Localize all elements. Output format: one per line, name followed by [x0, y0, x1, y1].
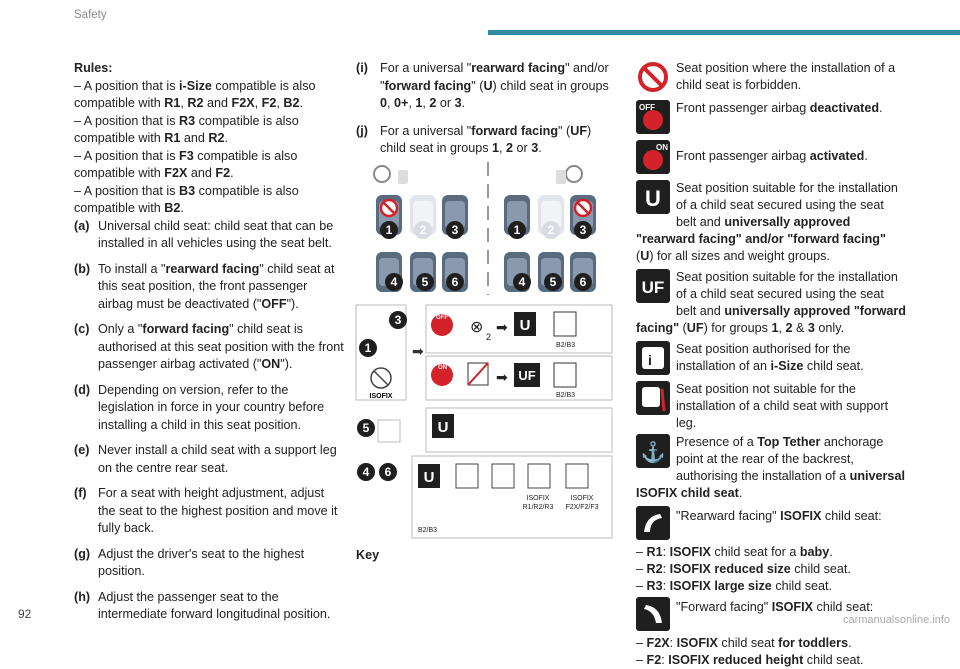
svg-text:i: i — [648, 352, 652, 368]
note-i: (i) For a universal "rearward facing" and/or "forward facing" (U) child seat in groups 0, 0+, 1, 2 or 3. — [356, 61, 609, 110]
seat-number-3-label: 3 — [579, 223, 587, 237]
left-column — [74, 60, 344, 624]
isofix-rearward-icon — [636, 506, 670, 540]
u-badge-centre-label: U — [437, 419, 449, 436]
seat-number-2-label: 2 — [547, 223, 555, 237]
page-number: 92 — [18, 607, 32, 621]
rule-3: – A position that is F3 compatible is also compatible with F2X and F2. — [74, 148, 298, 180]
isofix-rearward-icon — [528, 464, 550, 488]
f2-line: – F2: ISOFIX reduced height child seat. — [636, 653, 864, 667]
car-right — [504, 166, 596, 292]
block-seat-3: 3 — [394, 313, 402, 327]
rule-2: – A position that is R3 compatible is also compatible with R1 and R2. — [74, 113, 299, 145]
key-airbag-on-text: Front passenger airbag activated. — [676, 149, 868, 163]
header-bar — [488, 30, 960, 35]
f1-line: – F2X: ISOFIX child seat for toddlers. — [636, 636, 852, 650]
rules-title: Rules: — [74, 61, 113, 75]
steering-wheel-icon — [374, 166, 390, 182]
isize-icon — [636, 341, 670, 375]
off-label: OFF — [436, 315, 448, 321]
front-passenger-block — [356, 305, 612, 400]
seat-number-3-label: 3 — [451, 223, 459, 237]
seat-number-6-label: 6 — [579, 275, 587, 289]
middle-column — [356, 60, 618, 158]
u-badge-label: U — [519, 317, 531, 334]
isofix-forward-icon — [566, 464, 588, 488]
seat-number-4-label: 4 — [390, 275, 398, 289]
seat-number-4-label: 4 — [518, 275, 526, 289]
isofix-f-label: ISOFIX — [570, 495, 594, 502]
on-label: ON — [438, 365, 447, 371]
forbidden-icon — [636, 60, 670, 94]
block-seat-5: 5 — [362, 421, 370, 435]
key-forbidden-text: Seat position where the installation of a child seat is forbidden. — [676, 61, 896, 92]
svg-text:ON: ON — [656, 143, 668, 152]
svg-text:UF: UF — [641, 278, 665, 297]
b2b3-label: B2/B3 — [556, 342, 576, 349]
block-seat-4: 4 — [362, 465, 370, 479]
isofix-forward-icon — [636, 597, 670, 631]
isofix-r-label: ISOFIX — [526, 495, 550, 502]
airbag-child-icon: ⊗ — [470, 319, 484, 336]
key-uf — [636, 269, 906, 337]
gear-lever-icon — [398, 170, 408, 184]
key-u — [636, 180, 906, 265]
seat-number-1-label: 1 — [385, 223, 393, 237]
note-f: (f) For a seat with height adjustment, adjust the seat to the highest position and move it fully back. — [74, 486, 338, 535]
block-seat-1: 1 — [364, 341, 372, 355]
uf-badge-icon — [636, 269, 670, 303]
isofix-label: ISOFIX — [369, 393, 393, 400]
arrow-icon: ➡ — [496, 319, 508, 335]
gear-lever-icon — [556, 170, 566, 184]
no-support-leg-icon — [636, 381, 670, 415]
key-uf-text: Seat position suitable for the installation of a child seat secured using the seat belt and universally approved "forward facing" (UF) for groups 1, 2 & 3 only. — [636, 270, 906, 335]
key-isofix-rearward-text: "Rearward facing" ISOFIX child seat: — [676, 509, 882, 523]
key-airbag-on — [636, 140, 906, 176]
key-u-text: Seat position suitable for the installation of a child seat secured using the seat belt and universally approved "rearward facing" and/or "forward facing" (U) for all sizes and weight groups. — [636, 181, 898, 263]
arrow-icon: ➡ — [496, 369, 508, 385]
forward-seat-icon — [554, 363, 576, 387]
note-e: (e) Never install a child seat with a support leg on the centre rear seat. — [74, 443, 337, 475]
note-c: (c) Only a "forward facing" child seat is authorised at this seat position with the front passenger airbag activated ("ON"). — [74, 322, 344, 371]
car-left — [374, 166, 468, 292]
r1-line: – R1: ISOFIX child seat for a baby. — [636, 545, 833, 559]
watermark: carmanualsonline.info — [842, 614, 950, 626]
right-column — [636, 60, 906, 669]
seat-number-2-label: 2 — [419, 223, 427, 237]
airbag-off-icon — [636, 100, 670, 134]
note-h: (h) Adjust the passenger seat to the intermediate forward longitudinal position. — [74, 589, 331, 621]
no-support-leg-icon — [378, 420, 400, 442]
note-j: (j) For a universal "forward facing" (UF) child seat in groups 1, 2 or 3. — [356, 123, 592, 155]
key-label: Key — [356, 548, 380, 562]
key-support-leg-text: Seat position not suitable for the installation of a child seat with support leg. — [676, 382, 889, 430]
key-isofix-forward-text: "Forward facing" ISOFIX child seat: — [676, 600, 874, 614]
rear-centre-block — [357, 408, 612, 452]
key-top-tether-text: Presence of a Top Tether anchorage point at the rear of the backrest, authorising the installation of a universal ISOFIX child seat. — [636, 435, 905, 500]
arrow-icon: ➡ — [412, 343, 424, 359]
top-tether-icon — [492, 464, 514, 488]
note-d: (d) Depending on version, refer to the legislation in force in your country before installing a child in this seat position. — [74, 382, 325, 432]
key-airbag-off — [636, 100, 906, 136]
group-2-label: 2 — [486, 332, 492, 342]
u-badge-icon — [636, 180, 670, 214]
airbag-on-icon — [636, 140, 670, 174]
note-a: (a) Universal child seat: child seat that can be installed in all vehicles using the seat belt. — [74, 218, 334, 250]
svg-text:⚓: ⚓ — [640, 442, 666, 464]
section-title: Safety — [74, 9, 107, 21]
svg-text:OFF: OFF — [639, 103, 655, 112]
f-sizes-label: F2X/F2/F3 — [565, 504, 599, 511]
isize-icon — [456, 464, 478, 488]
b2b3-label-3: B2/B3 — [418, 527, 438, 534]
key-isofix-rearward — [636, 506, 906, 542]
seat-number-6-label: 6 — [451, 275, 459, 289]
key-airbag-off-text: Front passenger airbag deactivated. — [676, 101, 883, 115]
svg-text:U: U — [645, 186, 661, 211]
block-seat-6: 6 — [384, 465, 392, 479]
key-forbidden — [636, 60, 906, 96]
seat-number-5-label: 5 — [421, 275, 429, 289]
note-g: (g) Adjust the driver's seat to the highest position. — [74, 546, 305, 578]
note-b: (b) To install a "rearward facing" child seat at this seat position, the front passenger airbag must be deactivated ("OFF"). — [74, 261, 335, 311]
key-isize — [636, 341, 906, 377]
key-support-leg — [636, 381, 906, 432]
r3-line: – R3: ISOFIX large size child seat. — [636, 579, 833, 593]
key-isize-text: Seat position authorised for the installation of an i-Size child seat. — [676, 342, 864, 373]
rule-4: – A position that is B3 compatible is also compatible with B2. — [74, 183, 299, 215]
r-sizes-label: R1/R2/R3 — [522, 504, 554, 511]
u-badge-outer-label: U — [423, 469, 435, 486]
seat-diagram — [354, 160, 616, 540]
uf-badge-label: UF — [518, 368, 536, 383]
b2b3-label-2: B2/B3 — [556, 392, 576, 399]
r2-line: – R2: ISOFIX reduced size child seat. — [636, 562, 851, 576]
rearward-seat-icon — [554, 312, 576, 336]
steering-wheel-icon — [566, 166, 582, 182]
key-top-tether — [636, 434, 906, 502]
rule-1: – A position that is i-Size compatible is also compatible with R1, R2 and F2X, F2, B2. — [74, 78, 316, 110]
seat-number-1-label: 1 — [513, 223, 521, 237]
seat-number-5-label: 5 — [549, 275, 557, 289]
rear-outer-block — [357, 456, 612, 538]
top-tether-icon — [636, 434, 670, 468]
